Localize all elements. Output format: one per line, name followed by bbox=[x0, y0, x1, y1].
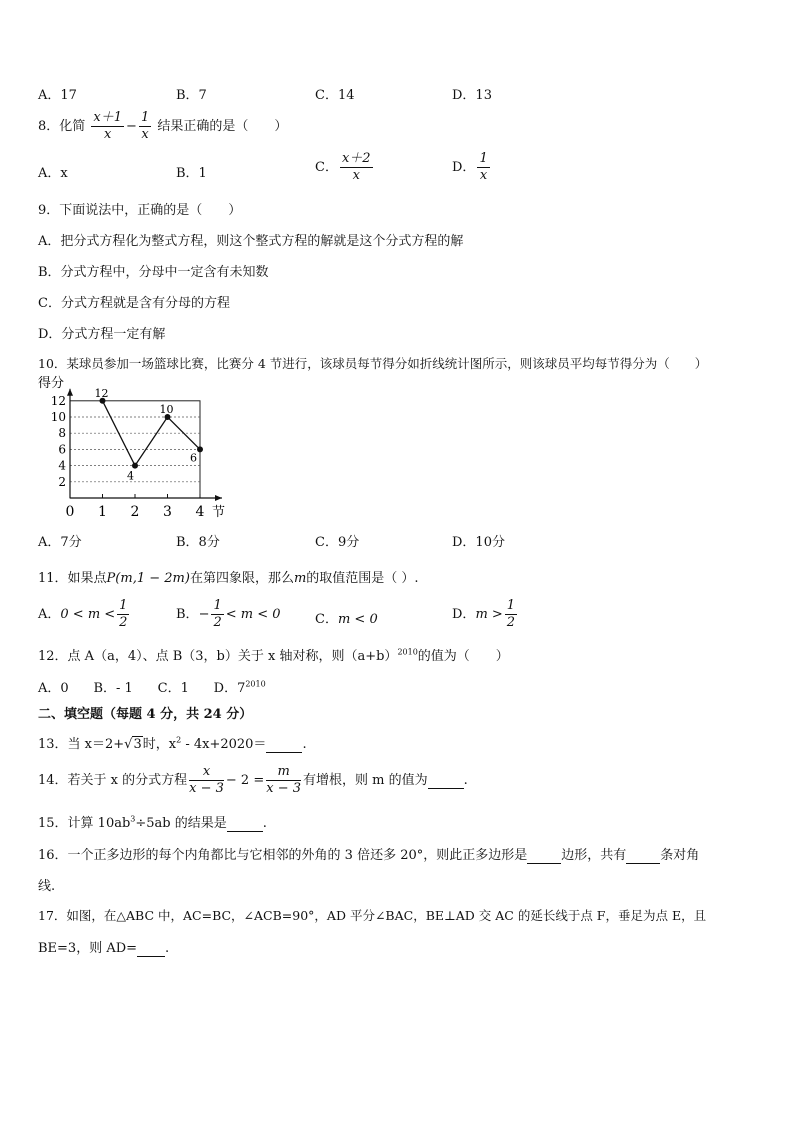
question-17: 17．如图，在△ABC 中，AC=BC，∠ACB=90°，AD 平分∠BAC，BE⊥AD 交 AC 的延长线于点 F，垂足为点 E，且 bbox=[38, 908, 707, 923]
fraction: $\frac{x+1}{x}$ bbox=[93, 110, 123, 142]
answer-blank[interactable] bbox=[137, 941, 165, 957]
q7-option-a: A．17 bbox=[38, 88, 77, 103]
answer-blank[interactable] bbox=[626, 848, 660, 864]
q10-option-d: D．10分 bbox=[452, 535, 505, 550]
section-heading: 二、填空题（每题 4 分，共 24 分） bbox=[38, 707, 253, 722]
question-16-line-2: 线. bbox=[38, 879, 56, 894]
q8-option-c: C． $\frac{x+2}{x}$ bbox=[315, 151, 371, 183]
y-tick-label: 12 bbox=[50, 393, 66, 408]
y-tick-label: 8 bbox=[58, 426, 66, 441]
x-tick-label: 2 bbox=[130, 504, 140, 520]
question-11-stem: 11．如果点P(m,1 − 2m)在第四象限，那么m的取值范围是（ ）. bbox=[38, 571, 419, 586]
q8-option-b: B．1 bbox=[176, 166, 207, 181]
q7-option-c: C．14 bbox=[315, 88, 355, 103]
question-8-stem: 8．化简 $\frac{x+1}{x}$ − $\frac{1}{x}$ 结果正确的是（ ） bbox=[38, 110, 288, 142]
y-tick-label: 4 bbox=[58, 458, 66, 473]
q9-option-a: A．把分式方程化为整式方程，则这个整式方程的解就是这个分式方程的解 bbox=[38, 234, 464, 249]
q10-option-c: C．9分 bbox=[315, 535, 360, 550]
data-point bbox=[132, 463, 138, 469]
x-tick-label: 4 bbox=[195, 504, 205, 520]
x-tick-label: 0 bbox=[65, 504, 75, 520]
y-tick-label: 6 bbox=[58, 442, 66, 457]
q7-option-b: B．7 bbox=[176, 88, 207, 103]
question-14: 14．若关于 x 的分式方程 $\frac{x}{x - 3}$ − 2 = $\frac{m}{x - 3}$ 有增根，则 m 的值为 . bbox=[38, 764, 468, 796]
data-label: 12 bbox=[94, 386, 109, 400]
data-label: 4 bbox=[127, 469, 134, 483]
data-label: 6 bbox=[190, 451, 197, 465]
q8-option-d: D． $\frac{1}{x}$ bbox=[452, 151, 488, 183]
q10-option-b: B．8分 bbox=[176, 535, 220, 550]
q9-option-c: C．分式方程就是含有分母的方程 bbox=[38, 296, 230, 311]
question-13: 13．当 x＝2+√3时，$x^2 - 4x+2020=$ . bbox=[38, 735, 307, 752]
q12-option-a: A．0 bbox=[38, 681, 69, 696]
question-15: 15．计算 $10ab^3\div 5ab$ 的结果是 . bbox=[38, 814, 267, 831]
data-point bbox=[197, 446, 203, 452]
data-label: 10 bbox=[159, 403, 174, 416]
q10-option-a: A．7分 bbox=[38, 535, 82, 550]
y-axis-arrow bbox=[67, 389, 73, 396]
q12-option-b: B．- 1 bbox=[93, 681, 133, 696]
q12-options bbox=[38, 677, 266, 696]
question-16: 16．一个正多边形的每个内角都比与它相邻的外角的 3 倍还多 20°，则此正多边形是 边形，共有 条对角 bbox=[38, 848, 700, 863]
q9-option-d: D．分式方程一定有解 bbox=[38, 327, 166, 342]
answer-blank[interactable] bbox=[527, 848, 561, 864]
q11-option-a: A．0 < m < $\frac{1}{2}$ bbox=[38, 598, 128, 630]
fraction: $\frac{1}{x}$ bbox=[140, 110, 150, 142]
x-tick-label: 1 bbox=[98, 504, 107, 520]
x-tick-label: 3 bbox=[163, 504, 172, 520]
q11-option-c: C．m < 0 bbox=[315, 612, 378, 627]
answer-blank[interactable] bbox=[227, 816, 263, 832]
answer-blank[interactable] bbox=[428, 773, 464, 789]
question-12-stem: 12．点 A（a，4）、点 B（3，b）关于 x 轴对称，则$(a+b)^{2010}$的值为（ ） bbox=[38, 647, 509, 664]
q11-option-d: D．m > $\frac{1}{2}$ bbox=[452, 598, 516, 630]
q9-option-b: B．分式方程中，分母中一定含有未知数 bbox=[38, 265, 269, 280]
x-axis-label: 节 bbox=[212, 505, 226, 520]
question-10-stem: 10．某球员参加一场篮球比赛，比赛分 4 节进行，该球员每节得分如折线统计图所示，则该球员平均每节得分为（ ） bbox=[38, 356, 708, 371]
q12-option-d: D．$7^{2010}$ bbox=[213, 679, 266, 696]
q12-option-c: C．1 bbox=[157, 681, 189, 696]
q11-option-b: B．− $\frac{1}{2}$ < m < 0 bbox=[176, 598, 281, 630]
question-9-stem: 9．下面说法中，正确的是（ ） bbox=[38, 203, 242, 218]
q8-option-a: A．x bbox=[38, 166, 68, 181]
y-axis-label: 得分 bbox=[38, 376, 65, 391]
y-tick-label: 2 bbox=[58, 474, 66, 489]
q7-option-d: D．13 bbox=[452, 88, 492, 103]
answer-blank[interactable] bbox=[266, 737, 302, 753]
y-tick-label: 10 bbox=[50, 410, 66, 424]
x-axis-arrow bbox=[215, 495, 222, 501]
question-17-line-2: BE=3，则 AD= . bbox=[38, 941, 170, 956]
point-expression: P(m,1 − 2m) bbox=[106, 571, 190, 586]
line-chart bbox=[36, 372, 236, 524]
